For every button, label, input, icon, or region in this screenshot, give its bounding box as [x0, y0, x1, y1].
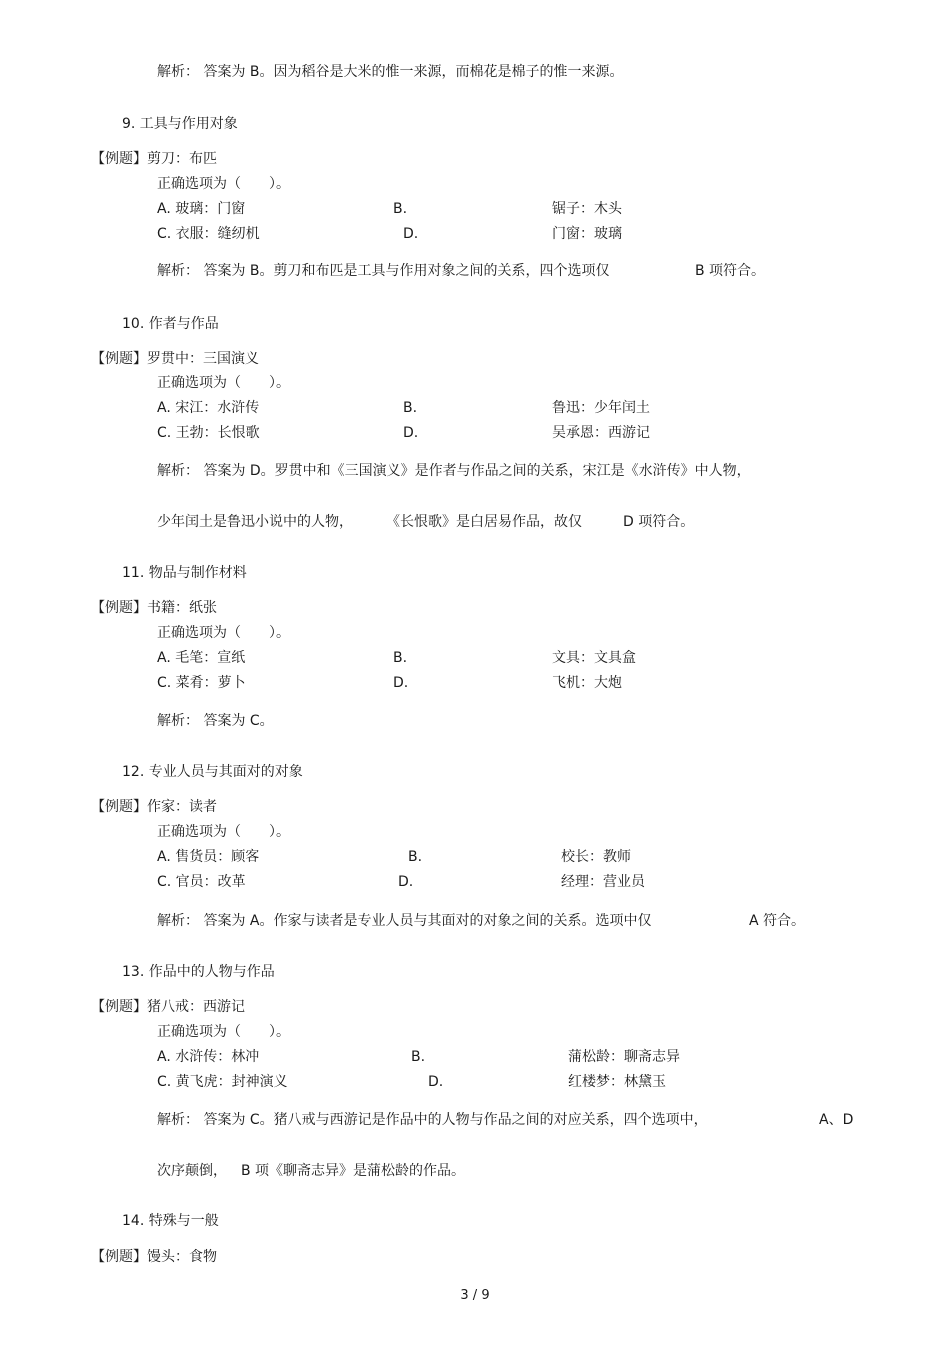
- option-d-letter: D.: [428, 1074, 444, 1090]
- analysis-text: 解析： 答案为 A。作家与读者是专业人员与其面对的对象之间的关系。选项中仅: [157, 913, 652, 929]
- option-b-letter: B.: [408, 849, 423, 865]
- section-heading: 10. 作者与作品: [122, 316, 219, 332]
- option-a: A. 毛笔：宣纸: [157, 650, 246, 666]
- page-number: 3 / 9: [460, 1288, 490, 1303]
- example-question: 【例题】罗贯中：三国演义: [91, 351, 259, 367]
- analysis-text: 解析： 答案为 B。因为稻谷是大米的惟一来源，而棉花是棉子的惟一来源。: [157, 64, 624, 80]
- example-question: 【例题】作家：读者: [91, 799, 217, 815]
- analysis-text: B 项符合。: [695, 263, 766, 279]
- example-question: 【例题】馒头：食物: [91, 1249, 217, 1265]
- option-b-letter: B.: [393, 201, 408, 217]
- option-a: A. 玻璃：门窗: [157, 201, 246, 217]
- example-question: 【例题】书籍：纸张: [91, 600, 217, 616]
- option-d-letter: D.: [403, 226, 419, 242]
- question-prompt: 正确选项为（ ）。: [157, 1024, 290, 1040]
- option-c: C. 菜肴：萝卜: [157, 675, 246, 691]
- section-heading: 9. 工具与作用对象: [122, 116, 238, 132]
- question-prompt: 正确选项为（ ）。: [157, 625, 290, 641]
- analysis-text: 次序颠倒，: [157, 1163, 227, 1179]
- section-heading: 11. 物品与制作材料: [122, 565, 247, 581]
- section-heading: 13. 作品中的人物与作品: [122, 964, 275, 980]
- option-a: A. 水浒传：林冲: [157, 1049, 260, 1065]
- analysis-text: B 项《聊斋志异》是蒲松龄的作品。: [241, 1163, 466, 1179]
- option-b-text: 锯子：木头: [552, 201, 622, 217]
- analysis-text: D 项符合。: [623, 514, 695, 530]
- analysis-text: A、D: [819, 1112, 854, 1128]
- option-d-letter: D.: [403, 425, 419, 441]
- analysis-text: 解析： 答案为 C。猪八戒与西游记是作品中的人物与作品之间的对应关系，四个选项中，: [157, 1112, 708, 1128]
- option-b-letter: B.: [393, 650, 408, 666]
- option-d-text: 经理：营业员: [561, 874, 645, 890]
- section-heading: 14. 特殊与一般: [122, 1213, 219, 1229]
- option-d-text: 飞机：大炮: [552, 675, 622, 691]
- option-c: C. 黄飞虎：封神演义: [157, 1074, 288, 1090]
- section-heading: 12. 专业人员与其面对的对象: [122, 764, 303, 780]
- analysis-text: 少年闰土是鲁迅小说中的人物，: [157, 514, 353, 530]
- option-b-text: 鲁迅：少年闰土: [552, 400, 650, 416]
- option-d-letter: D.: [398, 874, 414, 890]
- option-b-text: 文具：文具盒: [552, 650, 636, 666]
- option-b-text: 校长：教师: [561, 849, 631, 865]
- option-b-text: 蒲松龄：聊斋志异: [568, 1049, 680, 1065]
- analysis-text: 解析： 答案为 D。罗贯中和《三国演义》是作者与作品之间的关系，宋江是《水浒传》中人物，: [157, 463, 751, 479]
- option-c: C. 王勃：长恨歌: [157, 425, 260, 441]
- analysis-text: A 符合。: [749, 913, 806, 929]
- option-d-text: 红楼梦：林黛玉: [568, 1074, 666, 1090]
- option-a: A. 宋江：水浒传: [157, 400, 260, 416]
- option-d-text: 吴承恩：西游记: [552, 425, 650, 441]
- option-d-letter: D.: [393, 675, 409, 691]
- option-b-letter: B.: [403, 400, 418, 416]
- analysis-text: 解析： 答案为 C。: [157, 713, 274, 729]
- option-a: A. 售货员：顾客: [157, 849, 260, 865]
- example-question: 【例题】剪刀：布匹: [91, 151, 217, 167]
- option-c: C. 官员：改革: [157, 874, 246, 890]
- question-prompt: 正确选项为（ ）。: [157, 375, 290, 391]
- question-prompt: 正确选项为（ ）。: [157, 824, 290, 840]
- example-question: 【例题】猪八戒：西游记: [91, 999, 245, 1015]
- option-b-letter: B.: [411, 1049, 426, 1065]
- option-d-text: 门窗：玻璃: [552, 226, 622, 242]
- analysis-text: 解析： 答案为 B。剪刀和布匹是工具与作用对象之间的关系，四个选项仅: [157, 263, 610, 279]
- option-c: C. 衣服：缝纫机: [157, 226, 260, 242]
- question-prompt: 正确选项为（ ）。: [157, 176, 290, 192]
- analysis-text: 《长恨歌》是白居易作品，故仅: [386, 514, 582, 530]
